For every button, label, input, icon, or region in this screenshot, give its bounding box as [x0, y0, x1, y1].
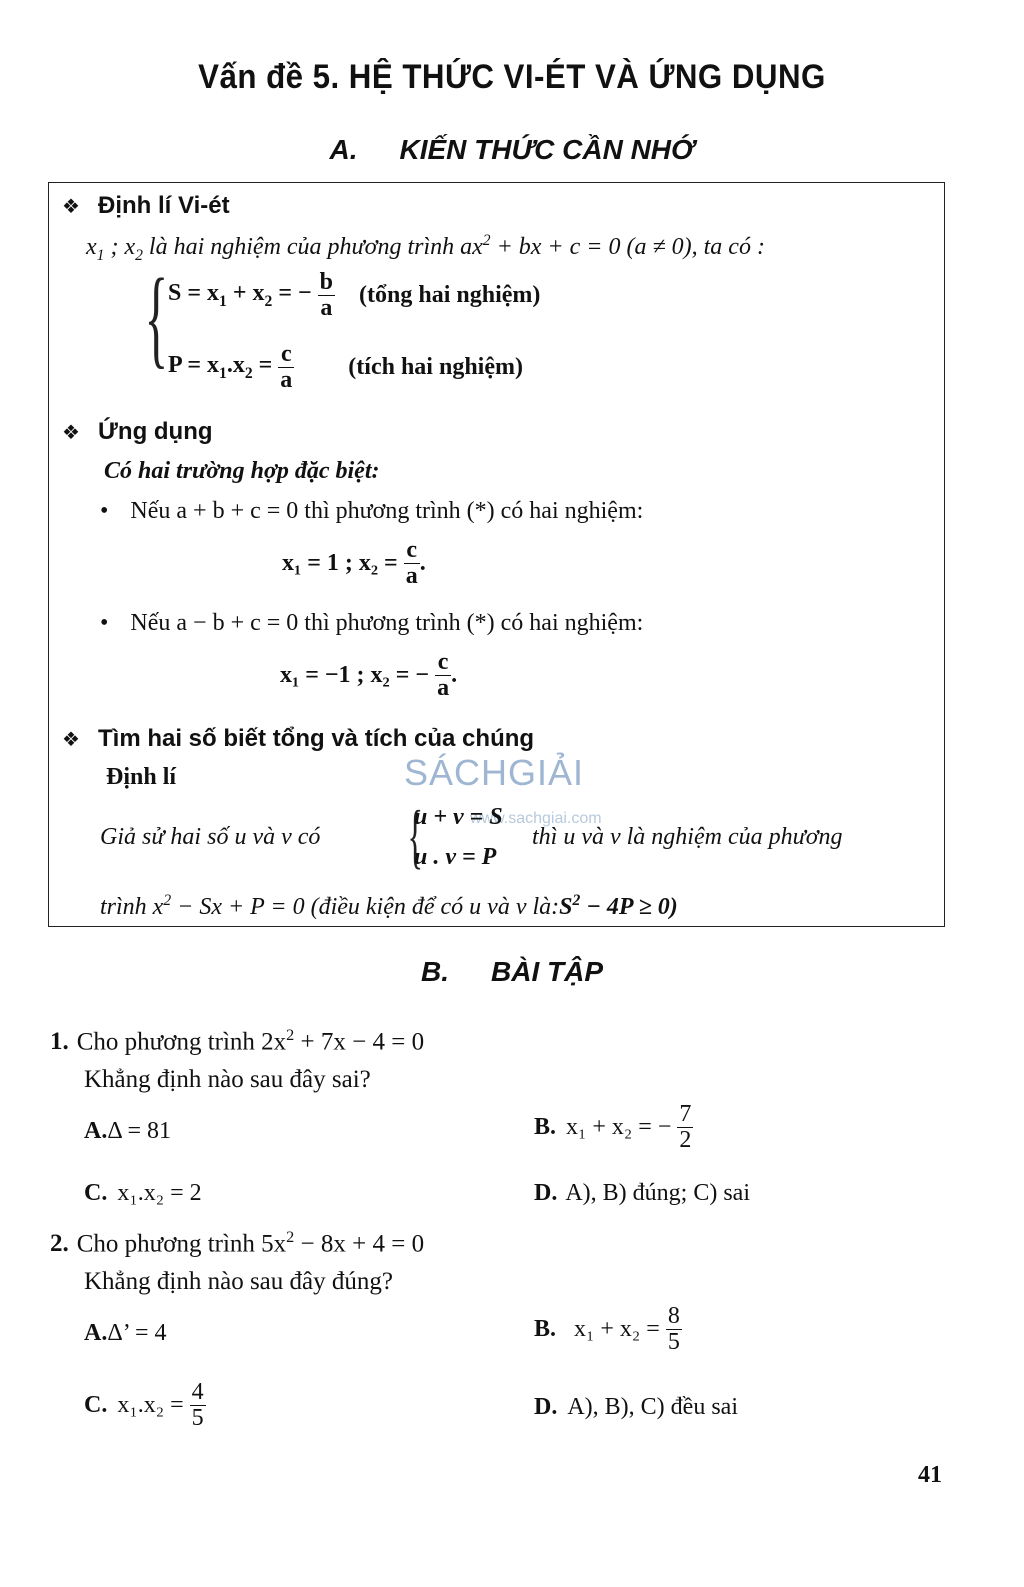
case-1-fraction	[404, 538, 420, 589]
suppose-text: Giả sử hai số u và v có	[100, 824, 321, 850]
q1-d-text: A), B) đúng; C) sai	[565, 1180, 750, 1206]
bullet-dot-icon: •	[100, 498, 109, 524]
product-mid: .x	[226, 352, 245, 379]
q2-b-text: x₁ + x₂ =	[574, 1316, 660, 1343]
case-2-fraction	[435, 650, 451, 701]
sum-note: (tổng hai nghiệm)	[359, 282, 541, 309]
case-2-num: c	[435, 650, 451, 676]
cond-c: S	[559, 894, 573, 920]
sum-mid: + x	[226, 280, 265, 307]
sum-num: b	[319, 269, 334, 295]
case-1	[100, 498, 643, 525]
product-eq: =	[252, 352, 273, 379]
section-a-heading	[0, 134, 1024, 166]
then-text: thì u và v là nghiệm của phương	[532, 824, 843, 850]
q1-d-label: D.	[534, 1180, 558, 1206]
viet-sum-formula: $S = x_1 + x_2$ = − $\frac{b}{a}$ (tổng hai nghiệm)	[168, 269, 541, 322]
q2-stem-b: − 8x + 4 = 0	[294, 1230, 425, 1258]
viet-heading-text: Định lí Vi-ét	[98, 192, 230, 219]
q2-b-fraction	[666, 1304, 682, 1355]
q2-a-label: A.	[84, 1320, 108, 1346]
q1-c-label: C.	[84, 1180, 108, 1206]
q2-d-text: A), B), C) đều sai	[567, 1394, 738, 1420]
q1-a-text: Δ = 81	[107, 1118, 171, 1144]
watermark-logo: SÁCHGIẢI	[404, 752, 585, 793]
theorem-label: Định lí	[106, 764, 177, 790]
case-1-num: c	[404, 538, 420, 564]
case-2-text: Nếu a − b + c = 0 thì phương trình (*) có hai nghiệm:	[130, 610, 644, 636]
diamond-bullet-icon: ❖	[62, 422, 80, 444]
q2-option-d[interactable]	[534, 1394, 738, 1421]
intro-x1: x	[86, 234, 97, 260]
cond-d: − 4P ≥ 0)	[580, 894, 678, 920]
q1-a-label: A.	[84, 1118, 108, 1144]
q2-b-label: B.	[534, 1316, 557, 1343]
q2-option-b[interactable]	[534, 1304, 682, 1355]
q1-stem-b: + 7x − 4 = 0	[294, 1028, 425, 1056]
q1-option-c[interactable]	[84, 1180, 202, 1207]
q1-b-den: 2	[679, 1127, 692, 1154]
viet-product-formula: $P = x_1.x_2$ = $\frac{c}{a}$ (tích hai nghiệm)	[168, 341, 523, 394]
intro-x2: ; x	[104, 234, 136, 260]
q1-option-a[interactable]	[84, 1118, 171, 1145]
viet-heading	[62, 192, 230, 220]
q2-a-text: Δ’ = 4	[107, 1320, 167, 1346]
case-1-result: x₁ = 1 ; x₂ = $\frac{c}{a}$ .	[282, 537, 426, 590]
bullet-dot-icon: •	[100, 610, 109, 636]
q2-d-label: D.	[534, 1394, 558, 1420]
q2-c-den: 5	[191, 1405, 204, 1432]
sum-lhs: S = x	[168, 280, 220, 307]
product-den: a	[280, 367, 293, 394]
q2-stem-a: Cho phương trình 5x	[76, 1230, 287, 1258]
case-2-result: x₁ = −1 ; x₂ = − $\frac{c}{a}$ .	[280, 649, 458, 702]
product-num: c	[278, 342, 294, 368]
page-title: Vấn đề 5. HỆ THỨC VI-ÉT VÀ ỨNG DỤNG	[198, 58, 826, 96]
page-number: 41	[918, 1462, 942, 1488]
section-b-heading	[0, 956, 1024, 988]
q2-c-num: 4	[191, 1379, 204, 1405]
section-a-label: KIẾN THỨC CẦN NHỚ	[399, 134, 695, 165]
cond-a: trình x	[100, 894, 164, 920]
intro-text: là hai nghiệm của phương trình ax	[142, 234, 483, 260]
apply-heading	[62, 418, 213, 446]
q1-option-b[interactable]	[534, 1102, 693, 1153]
sum-eq: = −	[272, 280, 312, 307]
product-note: (tích hai nghiệm)	[348, 354, 523, 381]
watermark-url: www.sachgiai.com	[470, 810, 602, 827]
q1-c-text: x₁.x₂ = 2	[117, 1180, 202, 1206]
special-cases: Có hai trường hợp đặc biệt:	[104, 458, 380, 484]
case-1-text: Nếu a + b + c = 0 thì phương trình (*) có hai nghiệm:	[130, 498, 644, 524]
question-2-stem: 2. Cho phương trình $5x^2 - 8x + 4 = 0$	[50, 1228, 425, 1258]
system-eq-1: u + v = S	[414, 804, 503, 830]
q1-b-fraction	[677, 1102, 693, 1153]
q2-option-c[interactable]	[84, 1380, 206, 1431]
sum-den: a	[320, 295, 333, 322]
q2-option-a[interactable]	[84, 1320, 167, 1347]
viet-intro: $x_1$ ; $x_2$ là hai nghiệm của phương trình $ax^2$ + bx + c = 0 (a ≠ 0), ta có :	[86, 232, 765, 264]
q1-b-num: 7	[679, 1101, 692, 1127]
diamond-bullet-icon: ❖	[62, 729, 80, 751]
q2-number: 2.	[50, 1230, 69, 1258]
intro-text2: + bx + c = 0 (a ≠ 0), ta có :	[490, 234, 765, 260]
case-1-den: a	[405, 563, 418, 590]
product-lhs: P = x	[168, 352, 220, 379]
diamond-bullet-icon: ❖	[62, 196, 80, 218]
product-fraction	[278, 342, 294, 393]
question-1-ask: Khẳng định nào sau đây sai?	[84, 1066, 371, 1093]
system-brace: {	[407, 796, 424, 876]
question-1-stem: 1. Cho phương trình $2x^2 + 7x - 4 = 0$	[50, 1026, 425, 1056]
apply-heading-text: Ứng dụng	[98, 418, 213, 445]
case-2-den: a	[437, 675, 450, 702]
q2-b-den: 5	[667, 1329, 680, 1356]
case-2	[100, 610, 643, 637]
q1-option-d[interactable]	[534, 1180, 750, 1207]
find-heading	[62, 725, 534, 753]
section-b-letter: B.	[421, 956, 449, 987]
q1-b-label: B.	[534, 1114, 557, 1141]
q2-b-num: 8	[667, 1303, 680, 1329]
viet-brace: {	[144, 256, 169, 378]
system-eq-2: u . v = P	[414, 844, 497, 870]
case-2-res-text: x₁ = −1 ; x₂ = −	[280, 662, 430, 689]
cond-b: − Sx + P = 0 (điều kiện để có u và v là:	[171, 894, 560, 920]
q2-c-fraction	[190, 1380, 206, 1431]
question-2-ask: Khẳng định nào sau đây đúng?	[84, 1268, 393, 1295]
condition-line: trình $x^2 - Sx + P = 0$ (điều kiện để có u và v $là:S^2 - 4P \ge 0$)	[100, 892, 678, 920]
sum-fraction	[318, 270, 335, 321]
q2-c-label: C.	[84, 1392, 108, 1419]
q1-stem-a: Cho phương trình 2x	[76, 1028, 287, 1056]
section-b-label: BÀI TẬP	[491, 956, 603, 987]
case-1-res-text: x₁ = 1 ; x₂ =	[282, 550, 398, 577]
q1-number: 1.	[50, 1028, 69, 1056]
q2-c-text: x₁.x₂ =	[117, 1392, 184, 1419]
q1-b-text: x₁ + x₂ = −	[566, 1114, 672, 1141]
section-a-letter: A.	[329, 134, 358, 165]
find-heading-text: Tìm hai số biết tổng và tích của chúng	[98, 725, 535, 752]
